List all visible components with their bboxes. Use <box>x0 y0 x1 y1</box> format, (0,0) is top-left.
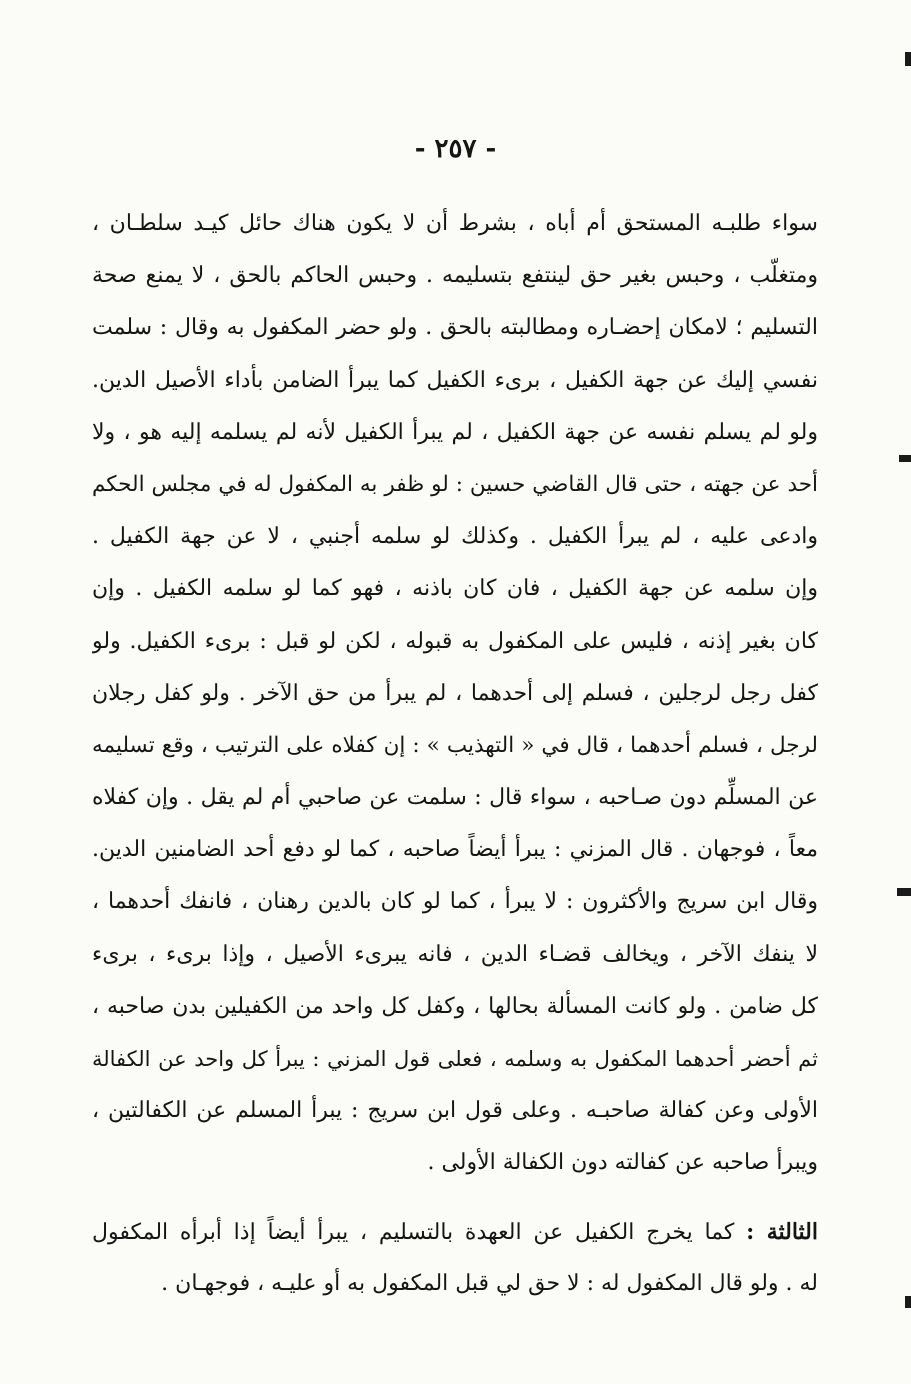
text-line: ولو لم يسلم نفسه عن جهة الكفيل ، لم يبرأ الكفيل لأنه لم يسلمه إليه هو ، ولا <box>92 419 818 445</box>
scan-edge-mark <box>897 888 911 896</box>
text-line: وادعى عليه ، لم يبرأ الكفيل . وكذلك لو سلمه أجنبي ، لا عن جهة الكفيل . <box>92 524 818 550</box>
scan-edge-mark <box>905 1296 911 1308</box>
text-line: ومتغلّب ، وحبس بغير حق لينتفع بتسليمه . وحبس الحاكم بالحق ، لا يمنع صحة <box>92 263 818 289</box>
text-line: وإن سلمه عن جهة الكفيل ، فان كان باذنه ، فهو كما لو سلمه الكفيل . وإن <box>92 576 818 602</box>
text-line: كل ضامن . ولو كانت المسألة بحالها ، وكفل كل واحد من الكفيلين بدن صاحبه ، <box>92 993 818 1019</box>
page-number: - ٢٥٧ - <box>414 134 497 164</box>
scan-edge-mark <box>905 52 911 66</box>
text-line: كان بغير إذنه ، فليس على المكفول به قبوله ، لكن لو قبل : برىء الكفيل. ولو <box>92 628 818 654</box>
text-line: ثم أحضر أحدهما المكفول به وسلمه ، فعلى قول المزني : يبرأ كل واحد عن الكفالة <box>92 1047 818 1071</box>
text-line: ويبرأ صاحبه عن كفالته دون الكفالة الأولى . <box>427 1150 818 1176</box>
text-line: الأولى وعن كفالة صاحبـه . وعلى قول ابن سريج : يبرأ المسلم عن الكفالتين ، <box>92 1098 818 1124</box>
text-line: وقال ابن سريج والأكثرون : لا يبرأ ، كما لو كان بالدين رهنان ، فانفك أحدهما ، <box>92 889 818 915</box>
body-text <box>92 198 818 1310</box>
paragraph-2-line: له . ولو قال المكفول له : لا حق لي قبل المكفول به أو عليـه ، فوجهـان . <box>161 1270 818 1296</box>
text-line: لرجل ، فسلم أحدهما ، قال في « التهذيب » : إن كفلاه على الترتيب ، وقع تسليمه <box>92 732 818 758</box>
paragraph-2-line <box>92 1206 818 1258</box>
paragraph-2-text: كما يخرج الكفيل عن العهدة بالتسليم ، يبرأ أيضاً إذا أبرأه المكفول <box>92 1219 735 1245</box>
section-lead: الثالثة : <box>746 1218 818 1245</box>
paragraph-gap <box>92 1190 818 1206</box>
text-line: كفل رجل لرجلين ، فسلم إلى أحدهما ، لم يبرأ من حق الآخر . ولو كفل رجلان <box>92 680 818 706</box>
scan-edge-mark <box>899 455 911 462</box>
text-line: التسليم ؛ لامكان إحضـاره ومطالبته بالحق . ولو حضر المكفول به وقال : سلمت <box>92 315 818 341</box>
text-line: لا ينفك الآخر ، ويخالف قضـاء الدين ، فانه يبرىء الأصيل ، وإذا برىء ، برىء <box>92 941 818 967</box>
text-line: نفسي إليك عن جهة الكفيل ، برىء الكفيل كما يبرأ الضامن بأداء الأصيل الدين. <box>92 367 818 393</box>
text-line: أحد عن جهته ، حتى قال القاضي حسين : لو ظفر به المكفول له في مجلس الحكم <box>92 471 818 497</box>
text-line: سواء طلبـه المستحق أم أباه ، بشرط أن لا يكون هناك حائل كيـد سلطـان ، <box>92 211 818 236</box>
text-line: معاً ، فوجهان . قال المزني : يبرأ أيضاً صاحبه ، كما لو دفع أحد الضامنين الدين. <box>92 837 818 863</box>
text-line: عن المسلِّم دون صـاحبه ، سواء قال : سلمت عن صاحبي أم لم يقل . وإن كفلاه <box>92 785 818 811</box>
